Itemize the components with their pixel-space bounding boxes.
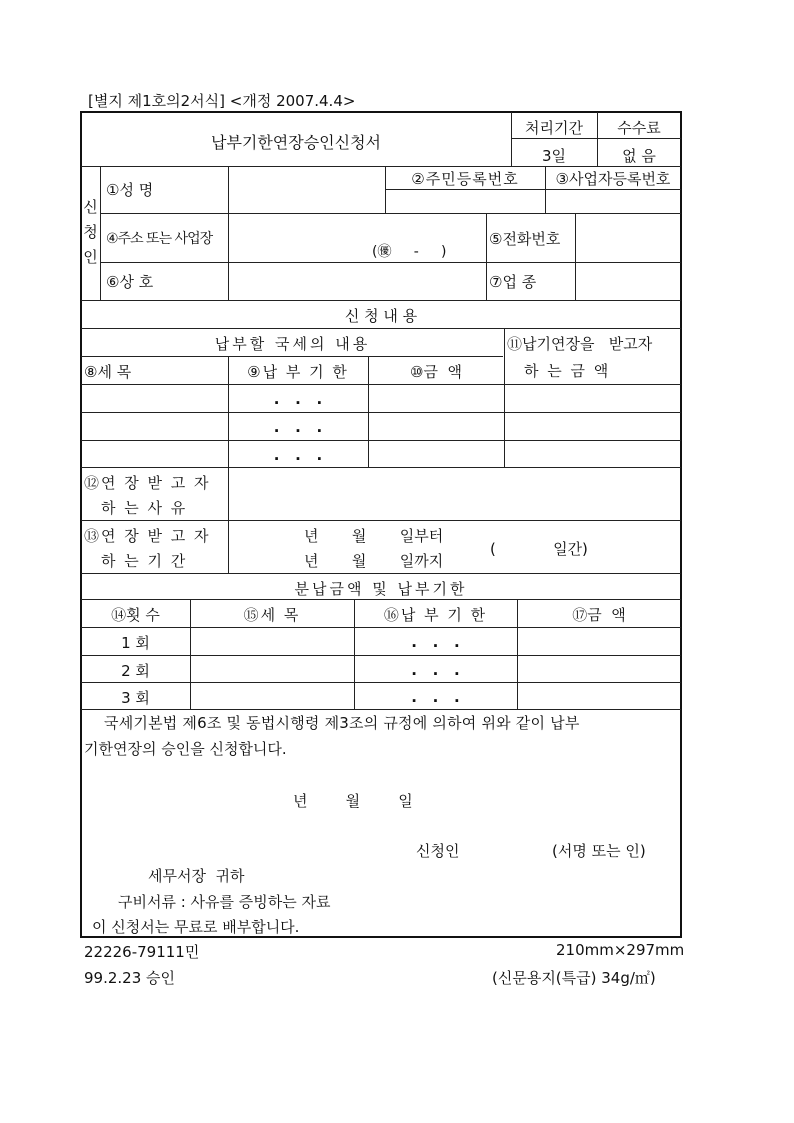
- request-content-header: 신 청 내 용: [344, 307, 418, 325]
- address-field[interactable]: [229, 214, 485, 261]
- col-due-date: ⑨납 부 기 한: [247, 363, 349, 381]
- col-tax-item: ⑧세 목: [84, 363, 132, 381]
- declaration-text: 국세기본법 제6조 및 동법시행령 제3조의 규정에 의하여 위와 같이 납부: [104, 714, 580, 732]
- installment-row-2-due[interactable]: . . .: [411, 661, 460, 679]
- period-to[interactable]: 년 월 일까지: [304, 552, 444, 570]
- col-installment-item: ⑮세 목: [243, 606, 301, 624]
- business-type-field[interactable]: [576, 263, 680, 299]
- period-label-2: 하 는 기 간: [101, 552, 188, 570]
- applicant-label-2: 청: [83, 223, 98, 241]
- declaration-text-2: 기한연장의 승인을 신청합니다.: [84, 740, 287, 758]
- col-amount: ⑩금 액: [410, 363, 462, 381]
- trade-name-field[interactable]: [229, 263, 485, 299]
- installment-title: 분납금액 및 납부기한: [294, 580, 468, 598]
- installment-row-3-due[interactable]: . . .: [411, 688, 460, 706]
- resident-number-label: ②주민등록번호: [411, 170, 519, 188]
- phone-label: ⑤전화번호: [489, 230, 561, 248]
- business-number-label: ③사업자등록번호: [555, 170, 671, 188]
- name-label: ①성 명: [106, 181, 154, 199]
- fee-divider: [511, 138, 681, 139]
- installment-row-3-count: 3 회: [121, 689, 150, 707]
- reason-field[interactable]: [229, 468, 680, 519]
- extension-amount-label: ⑪납기연장을 받고자: [507, 335, 653, 353]
- col-installment-due: ⑯납 부 기 한: [383, 606, 488, 624]
- reason-label: ⑫연 장 받 고 자: [84, 474, 211, 492]
- form-number-note: [별지 제1호의2서식] <개정 2007.4.4>: [88, 92, 356, 110]
- period-label: ⑬연 장 받 고 자: [84, 527, 211, 545]
- col-installment-count: ⑭횟 수: [111, 606, 160, 624]
- processing-period-label: 처리기간: [525, 119, 583, 137]
- phone-field[interactable]: [576, 214, 680, 261]
- tax-details-title: 납부할 국세의 내용: [214, 335, 371, 353]
- paper-type: (신문용지(특급) 34g/㎡): [492, 969, 656, 987]
- period-from[interactable]: 년 월 일부터: [304, 527, 444, 545]
- period-days[interactable]: ( 일간): [490, 540, 588, 558]
- tax-row-1-item[interactable]: [82, 385, 227, 411]
- installment-row-1-count: 1 회: [121, 634, 150, 652]
- tax-row-3-item[interactable]: [82, 441, 227, 466]
- fee-label: 수수료: [617, 119, 661, 137]
- paper-size: 210mm×297mm: [556, 941, 685, 959]
- name-field[interactable]: [229, 167, 384, 212]
- tax-row-1-due[interactable]: . . .: [273, 390, 323, 408]
- resident-number-field[interactable]: [386, 190, 544, 212]
- tax-row-3-due[interactable]: . . .: [273, 446, 323, 464]
- attachments-note: 구비서류 : 사유를 증빙하는 자료: [118, 893, 331, 911]
- tax-row-2-item[interactable]: [82, 413, 227, 439]
- installment-row-2-count: 2 회: [121, 662, 150, 680]
- form-title: 납부기한연장승인신청서: [210, 133, 382, 152]
- applicant-label-3: 인: [83, 248, 98, 266]
- fee-value: 없 음: [622, 147, 656, 165]
- address-label: ④주소 또는 사업장: [106, 231, 213, 247]
- signature-note: (서명 또는 인): [552, 842, 646, 860]
- form-code: 22226-79111민: [84, 943, 200, 961]
- col-installment-amount: ⑰금 액: [572, 606, 626, 624]
- business-number-field[interactable]: [546, 190, 680, 212]
- application-date[interactable]: 년 월 일: [293, 792, 413, 810]
- recipient: 세무서장 귀하: [148, 867, 245, 885]
- postal-code-mark: (㊝ - ): [372, 244, 447, 260]
- applicant-label-1: 신: [83, 198, 98, 216]
- installment-row-1-due[interactable]: . . .: [411, 633, 460, 651]
- reason-label-2: 하 는 사 유: [101, 499, 188, 517]
- applicant-sign-label: 신청인: [416, 842, 460, 860]
- business-type-label: ⑦업 종: [489, 273, 537, 291]
- approval-date: 99.2.23 승인: [84, 969, 176, 987]
- tax-row-2-due[interactable]: . . .: [273, 418, 323, 436]
- processing-period-value: 3일: [541, 147, 567, 165]
- extension-amount-label-2: 하 는 금 액: [524, 362, 611, 380]
- trade-name-label: ⑥상 호: [106, 273, 154, 291]
- free-distribution-note: 이 신청서는 무료로 배부합니다.: [92, 918, 300, 936]
